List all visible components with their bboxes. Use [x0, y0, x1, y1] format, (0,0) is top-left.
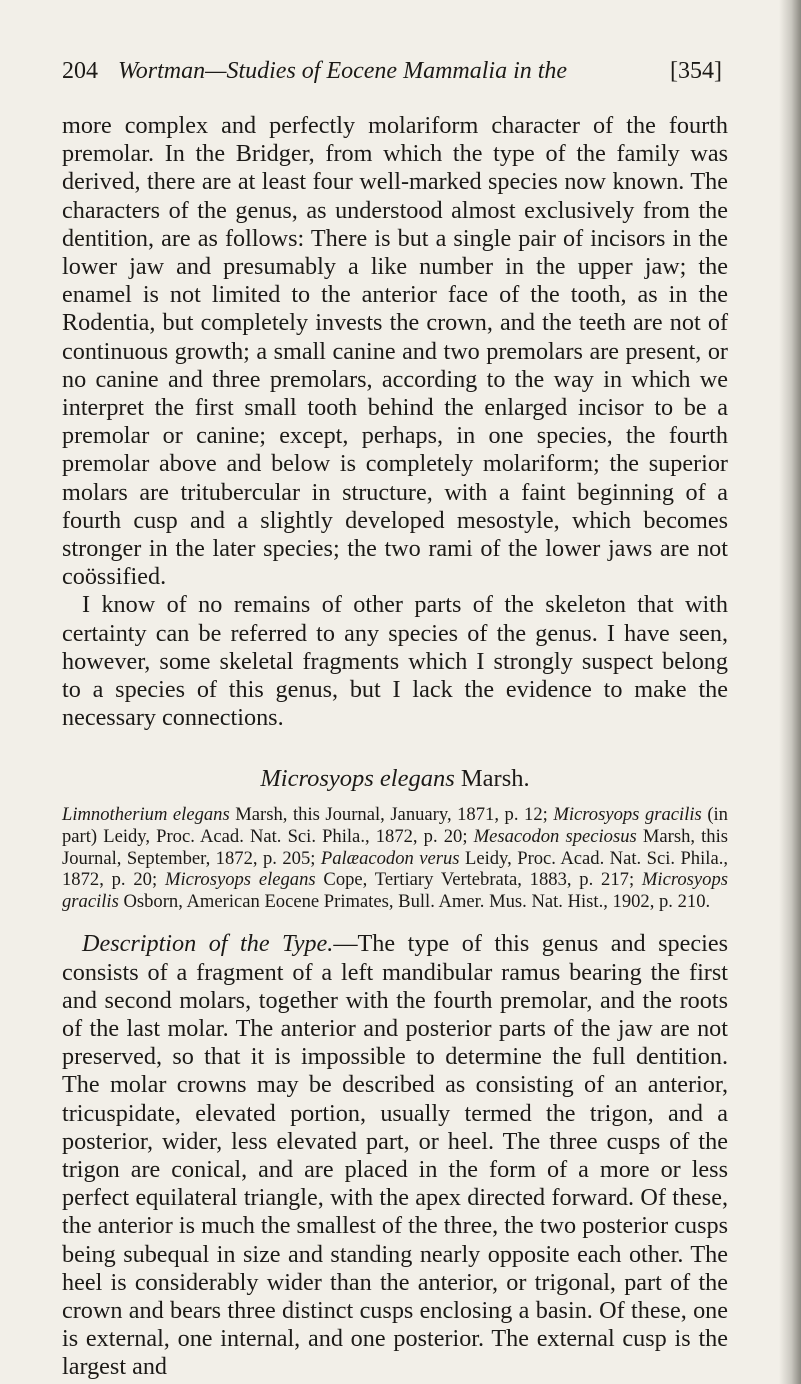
paragraph-description — [62, 930, 728, 1381]
synonymy-list — [62, 804, 728, 912]
synonym-citation: Cope, Tertiary Vertebrata, 1883, p. 217; — [315, 869, 642, 891]
synonym-name: Limnotherium elegans — [62, 804, 230, 826]
running-title: Wortman—Studies of Eocene Mammalia in the — [118, 58, 568, 84]
synonym-entry — [165, 869, 642, 890]
synonym-entry — [62, 804, 553, 825]
synonym-citation: (in part) Leidy, Proc. Acad. Nat. Sci. Phila., 1872, p. 20; — [62, 804, 728, 848]
synonym-citation: Marsh, this Journal, September, 1872, p. 205; — [62, 826, 728, 869]
species-author: Marsh. — [460, 765, 530, 793]
species-heading — [62, 764, 728, 794]
description-heading: Description of the Type. — [82, 930, 334, 958]
page-edge-shadow — [779, 0, 801, 1384]
paragraph-skeleton-remains: I know of no remains of other parts of the skeleton that with certainty can be referred to any species of the genus. I have seen, however, some skeletal fragments which I strongly suspect belong to a species of this genus, but I lack the evidence to make the necessary connections. — [62, 591, 728, 732]
description-text: —The type of this genus and species consists of a fragment of a left mandibular ramus bearing the first and second molars, together with the fourth premolar, and the roots of the last molar. The anterior and posterior parts of the jaw are not preserved, so that it is impossible to determine the full dentition. The molar crowns may be described as consisting of an anterior, tricuspidate, elevated portion, usually termed the trigon, and a posterior, wider, less elevated part, or heel. The three cusps of the trigon are conical, and are placed in the form of a more or less perfect equilateral triangle, with the apex directed forward. Of these, the anterior is much the smallest of the three, the two posterior cusps being subequal in size and standing nearly opposite each other. The heel is considerably wider than the anterior, or trigonal, part of the crown and bears three distinct cusps enclosing a basin. Of these, one is external, one internal, and one posterior. The external cusp is the largest and — [62, 930, 728, 1381]
original-page-number: [354] — [670, 58, 722, 84]
synonym-name: Microsyops elegans — [164, 869, 316, 891]
body-text — [62, 112, 728, 1382]
synonym-citation: Marsh, this Journal, January, 1871, p. 12; — [229, 804, 554, 826]
page-header — [62, 58, 722, 94]
synonym-name: Palæacodon verus — [320, 847, 460, 869]
paragraph-genus-characters: more complex and perfectly molariform character of the fourth premolar. In the Bridger, from which the type of the family was derived, there are at least four well-marked species now known. The characters of the genus, as understood almost exclusively from the dentition, are as follows: There is but a single pair of incisors in the lower jaw and presumably a like number in the upper jaw; the enamel is not limited to the anterior face of the tooth, as in the Rodentia, but completely invests the crown, and the teeth are not of continuous growth; a small canine and two premolars are present, or no canine and three premolars, according to the way in which we interpret the first small tooth behind the enlarged incisor to be a premolar or canine; except, perhaps, in one species, the fourth premolar above and below is completely molariform; the superior molars are tritubercular in structure, with a faint beginning of a fourth cusp and a slightly developed mesostyle, which becomes stronger in the later species; the two rami of the lower jaws are not coössified. — [62, 112, 728, 591]
synonym-name: Mesacodon speciosus — [473, 826, 637, 848]
synonym-name: Microsyops gracilis — [553, 804, 702, 826]
synonym-name: Microsyops gracilis — [62, 869, 728, 912]
synonym-citation: Leidy, Proc. Acad. Nat. Sci. Phila., 1872, p. 20; — [62, 847, 728, 891]
page-number: 204 — [62, 58, 98, 84]
synonym-citation: Osborn, American Eocene Primates, Bull. Amer. Mus. Nat. Hist., 1902, p. 210. — [118, 890, 711, 912]
species-name: Microsyops elegans — [260, 765, 455, 793]
